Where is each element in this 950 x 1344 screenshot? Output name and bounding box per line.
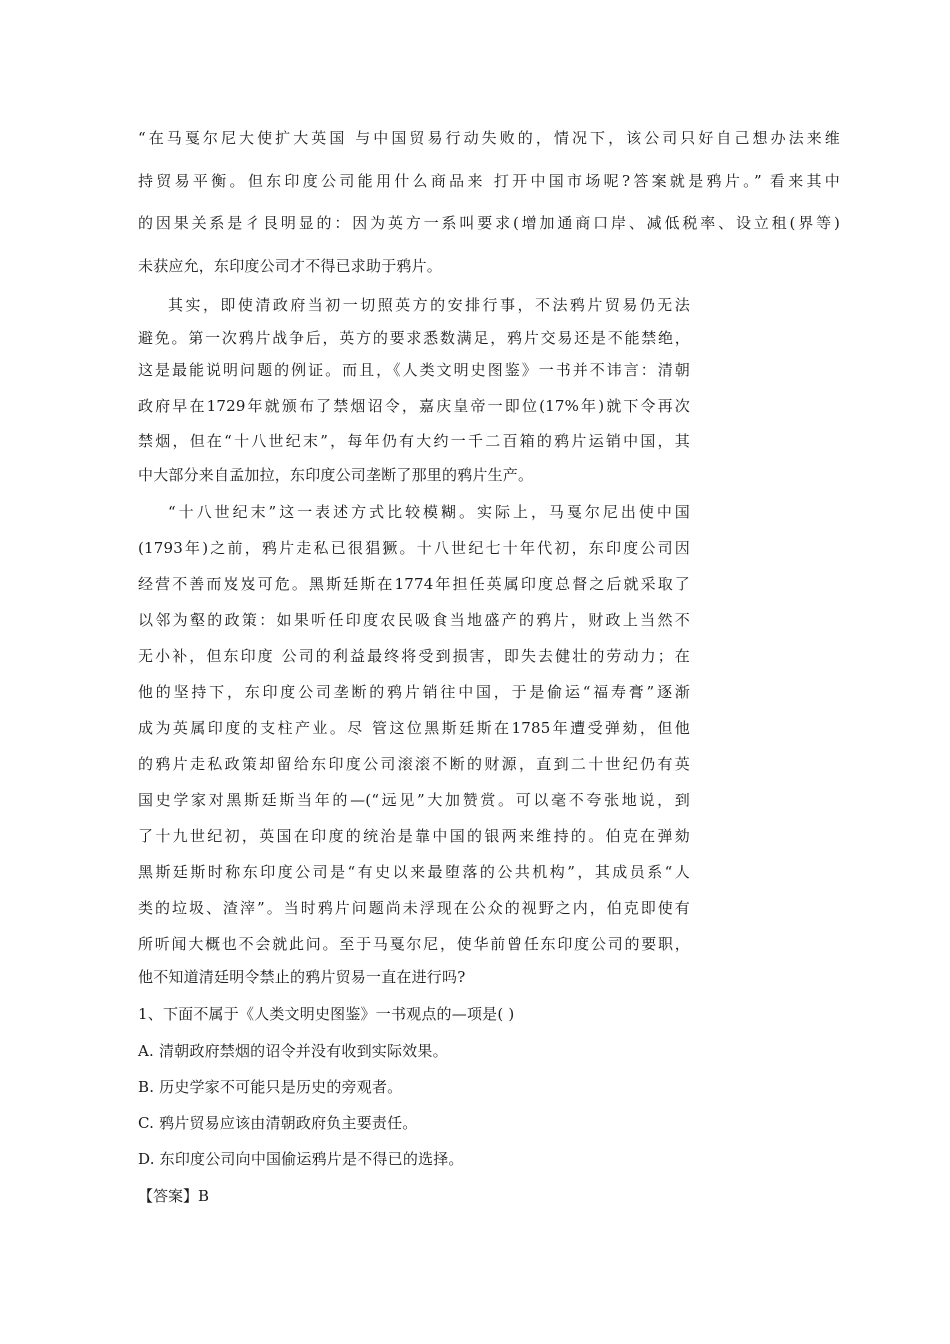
para1-line-1: “在马戛尔尼大使扩大英国 与中国贸易行动失败的，情况下，该公司只好自己想办法来维 [138, 129, 840, 147]
para3-line-2: (1793年)之前，鸦片走私已很猖獗。十八世纪七十年代初，东印度公司因 [138, 539, 690, 557]
answer-label: 【答案】B [138, 1187, 210, 1205]
para2-line-6: 中大部分来自孟加拉，东印度公司垄断了那里的鸦片生产。 [138, 466, 534, 484]
para3-line-6: 他的坚持下，东印度公司垄断的鸦片销往中国，于是偷运“福寿膏”逐渐 [138, 683, 690, 701]
para3-line-14: 他不知道清廷明令禁止的鸦片贸易一直在进行吗? [138, 968, 466, 986]
question-stem: 1、下面不属于《人类文明史图鉴》一书观点的—项是( ) [138, 1005, 515, 1023]
para2-line-1: 其实，即使清政府当初一切照英方的安排行事，不法鸦片贸易仍无法 [168, 296, 690, 314]
para2-line-4: 政府早在1729年就颁布了禁烟诏令，嘉庆皇帝一即位(17%年)就下令再次 [138, 397, 690, 415]
para3-line-8: 的鸦片走私政策却留给东印度公司滚滚不断的财源，直到二十世纪仍有英 [138, 755, 690, 773]
para3-line-3: 经营不善而岌岌可危。黑斯廷斯在1774年担任英属印度总督之后就采取了 [138, 575, 690, 593]
option-a: A. 清朝政府禁烟的诏令并没有收到实际效果。 [138, 1042, 448, 1060]
para3-line-11: 黑斯廷斯时称东印度公司是“有史以来最堕落的公共机构”，其成员系“人 [138, 863, 690, 881]
para3-line-4: 以邻为壑的政策：如果听任印度农民吸食当地盛产的鸦片，财政上当然不 [138, 611, 690, 629]
para3-line-10: 了十九世纪初，英国在印度的统治是靠中国的银两来维持的。伯克在弹劾 [138, 827, 690, 845]
para2-line-2: 避免。第一次鸦片战争后，英方的要求悉数满足，鸦片交易还是不能禁绝， [138, 329, 690, 347]
option-d: D. 东印度公司向中国偷运鸦片是不得已的选择。 [138, 1150, 464, 1168]
option-b: B. 历史学家不可能只是历史的旁观者。 [138, 1078, 403, 1096]
para3-line-9: 国史学家对黑斯廷斯当年的—(“远见”大加赞赏。可以毫不夸张地说，到 [138, 791, 690, 809]
para3-line-1: “十八世纪末”这一表述方式比较模糊。实际上，马戛尔尼出使中国 [168, 503, 690, 521]
para3-line-5: 无小补，但东印度 公司的利益最终将受到损害，即失去健壮的劳动力；在 [138, 647, 690, 665]
para1-line-2: 持贸易平衡。但东印度公司能用什么商品来 打开中国市场呢?答案就是鸦片。” 看来其中 [138, 172, 840, 190]
para1-line-3: 的因果关系是彳艮明显的：因为英方一系叫要求(增加通商口岸、减低税率、设立租(界等) [138, 214, 840, 232]
para1-line-4: 未获应允，东印度公司才不得已求助于鸦片。 [138, 257, 443, 275]
para3-line-12: 类的垃圾、渣滓”。当时鸦片问题尚未浮现在公众的视野之内，伯克即使有 [138, 899, 690, 917]
para2-line-3: 这是最能说明问题的例证。而且，《人类文明史图鉴》一书并不讳言：清朝 [138, 361, 690, 379]
para3-line-13: 所听闻大概也不会就此问。至于马戛尔尼，使华前曾任东印度公司的要职， [138, 935, 690, 953]
para3-line-7: 成为英属印度的支柱产业。尽 管这位黑斯廷斯在1785年遭受弹劾，但他 [138, 719, 690, 737]
para2-line-5: 禁烟，但在“十八世纪末”，每年仍有大约一千二百箱的鸦片运销中国，其 [138, 432, 690, 450]
option-c: C. 鸦片贸易应该由清朝政府负主要责任。 [138, 1114, 418, 1132]
